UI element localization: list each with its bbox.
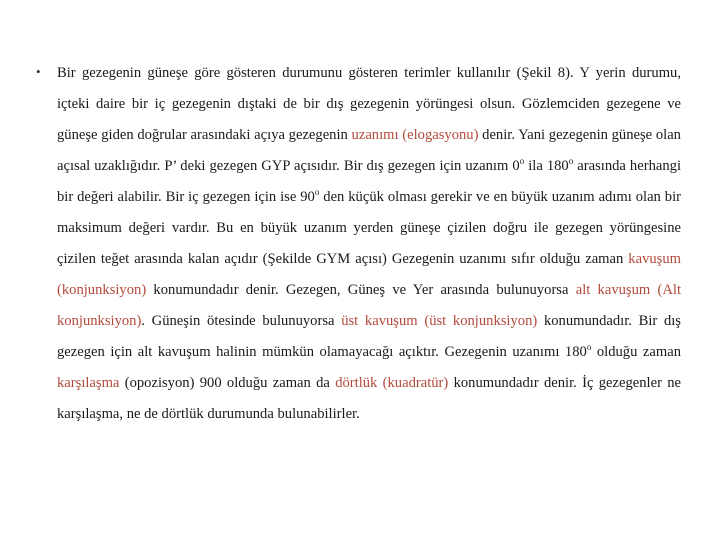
text-segment: (opozisyon) 900 olduğu zaman da [119,375,336,391]
text-segment: denir. Yani gezegenin güneşe olan açısal uzaklığıdır. P’ deki gezegen GYP açısıdır. Bir dış gezegen için uzanım 0 [57,127,681,174]
highlighted-term: dörtlük (kuadratür) [335,375,449,391]
text-segment: den küçük olması gerekir ve en büyük uzanım adımı olan bir maksimum değeri vardır. Bu en büyük uzanım yerden güneşe çizilen doğru ile gezegen yörüngesine çizilen teğet arasında kalan açıdır (Şekilde GYM açısı) Gezegenin uzanımı sıfır olduğu zaman [57,189,681,267]
degree-superscript: o [314,187,320,198]
text-segment: arasında herhangi bir değeri alabilir. Bir iç gezegen için ise 90 [57,158,681,205]
highlighted-term: karşılaşma [57,375,120,391]
text-segment: . Güneşin ötesinde bulunuyorsa [141,313,342,329]
highlighted-term: kavuşum (konjunksiyon) [57,251,681,298]
highlighted-term: uzanımı (elogasyonu) [351,127,479,143]
text-segment: konumundadır denir. Gezegen, Güneş ve Yer arasında bulunuyorsa [146,282,576,298]
degree-superscript: o [519,156,525,167]
text-segment: ila 180 [524,158,569,174]
body-paragraph [57,58,681,430]
text-segment: konumundadır denir. İç gezegenler ne karşılaşma, ne de dörtlük durumunda bulunabilirler. [57,375,681,422]
degree-superscript: o [568,156,574,167]
text-segment: Bir gezegenin güneşe göre gösteren durumunu gösteren terimler kullanılır (Şekil 8). Y yerin durumu, içteki daire bir iç gezegenin dıştaki de bir dış gezegenin yörüngesi olsun. Gözlemciden gezegene ve güneşe giden doğrular arasındaki açıya gezegenin [57,65,681,143]
degree-superscript: o [586,342,592,353]
bullet-point: • [36,64,41,79]
text-segment: konumundadır. Bir dış gezegen için alt kavuşum halinin mümkün olamayacağı açıktır. Gezegenin uzanımı 180 [57,313,681,360]
text-segment: olduğu zaman [591,344,681,360]
highlighted-term: alt kavuşum (Alt konjunksiyon) [57,282,681,329]
highlighted-term: üst kavuşum (üst konjunksiyon) [341,313,538,329]
